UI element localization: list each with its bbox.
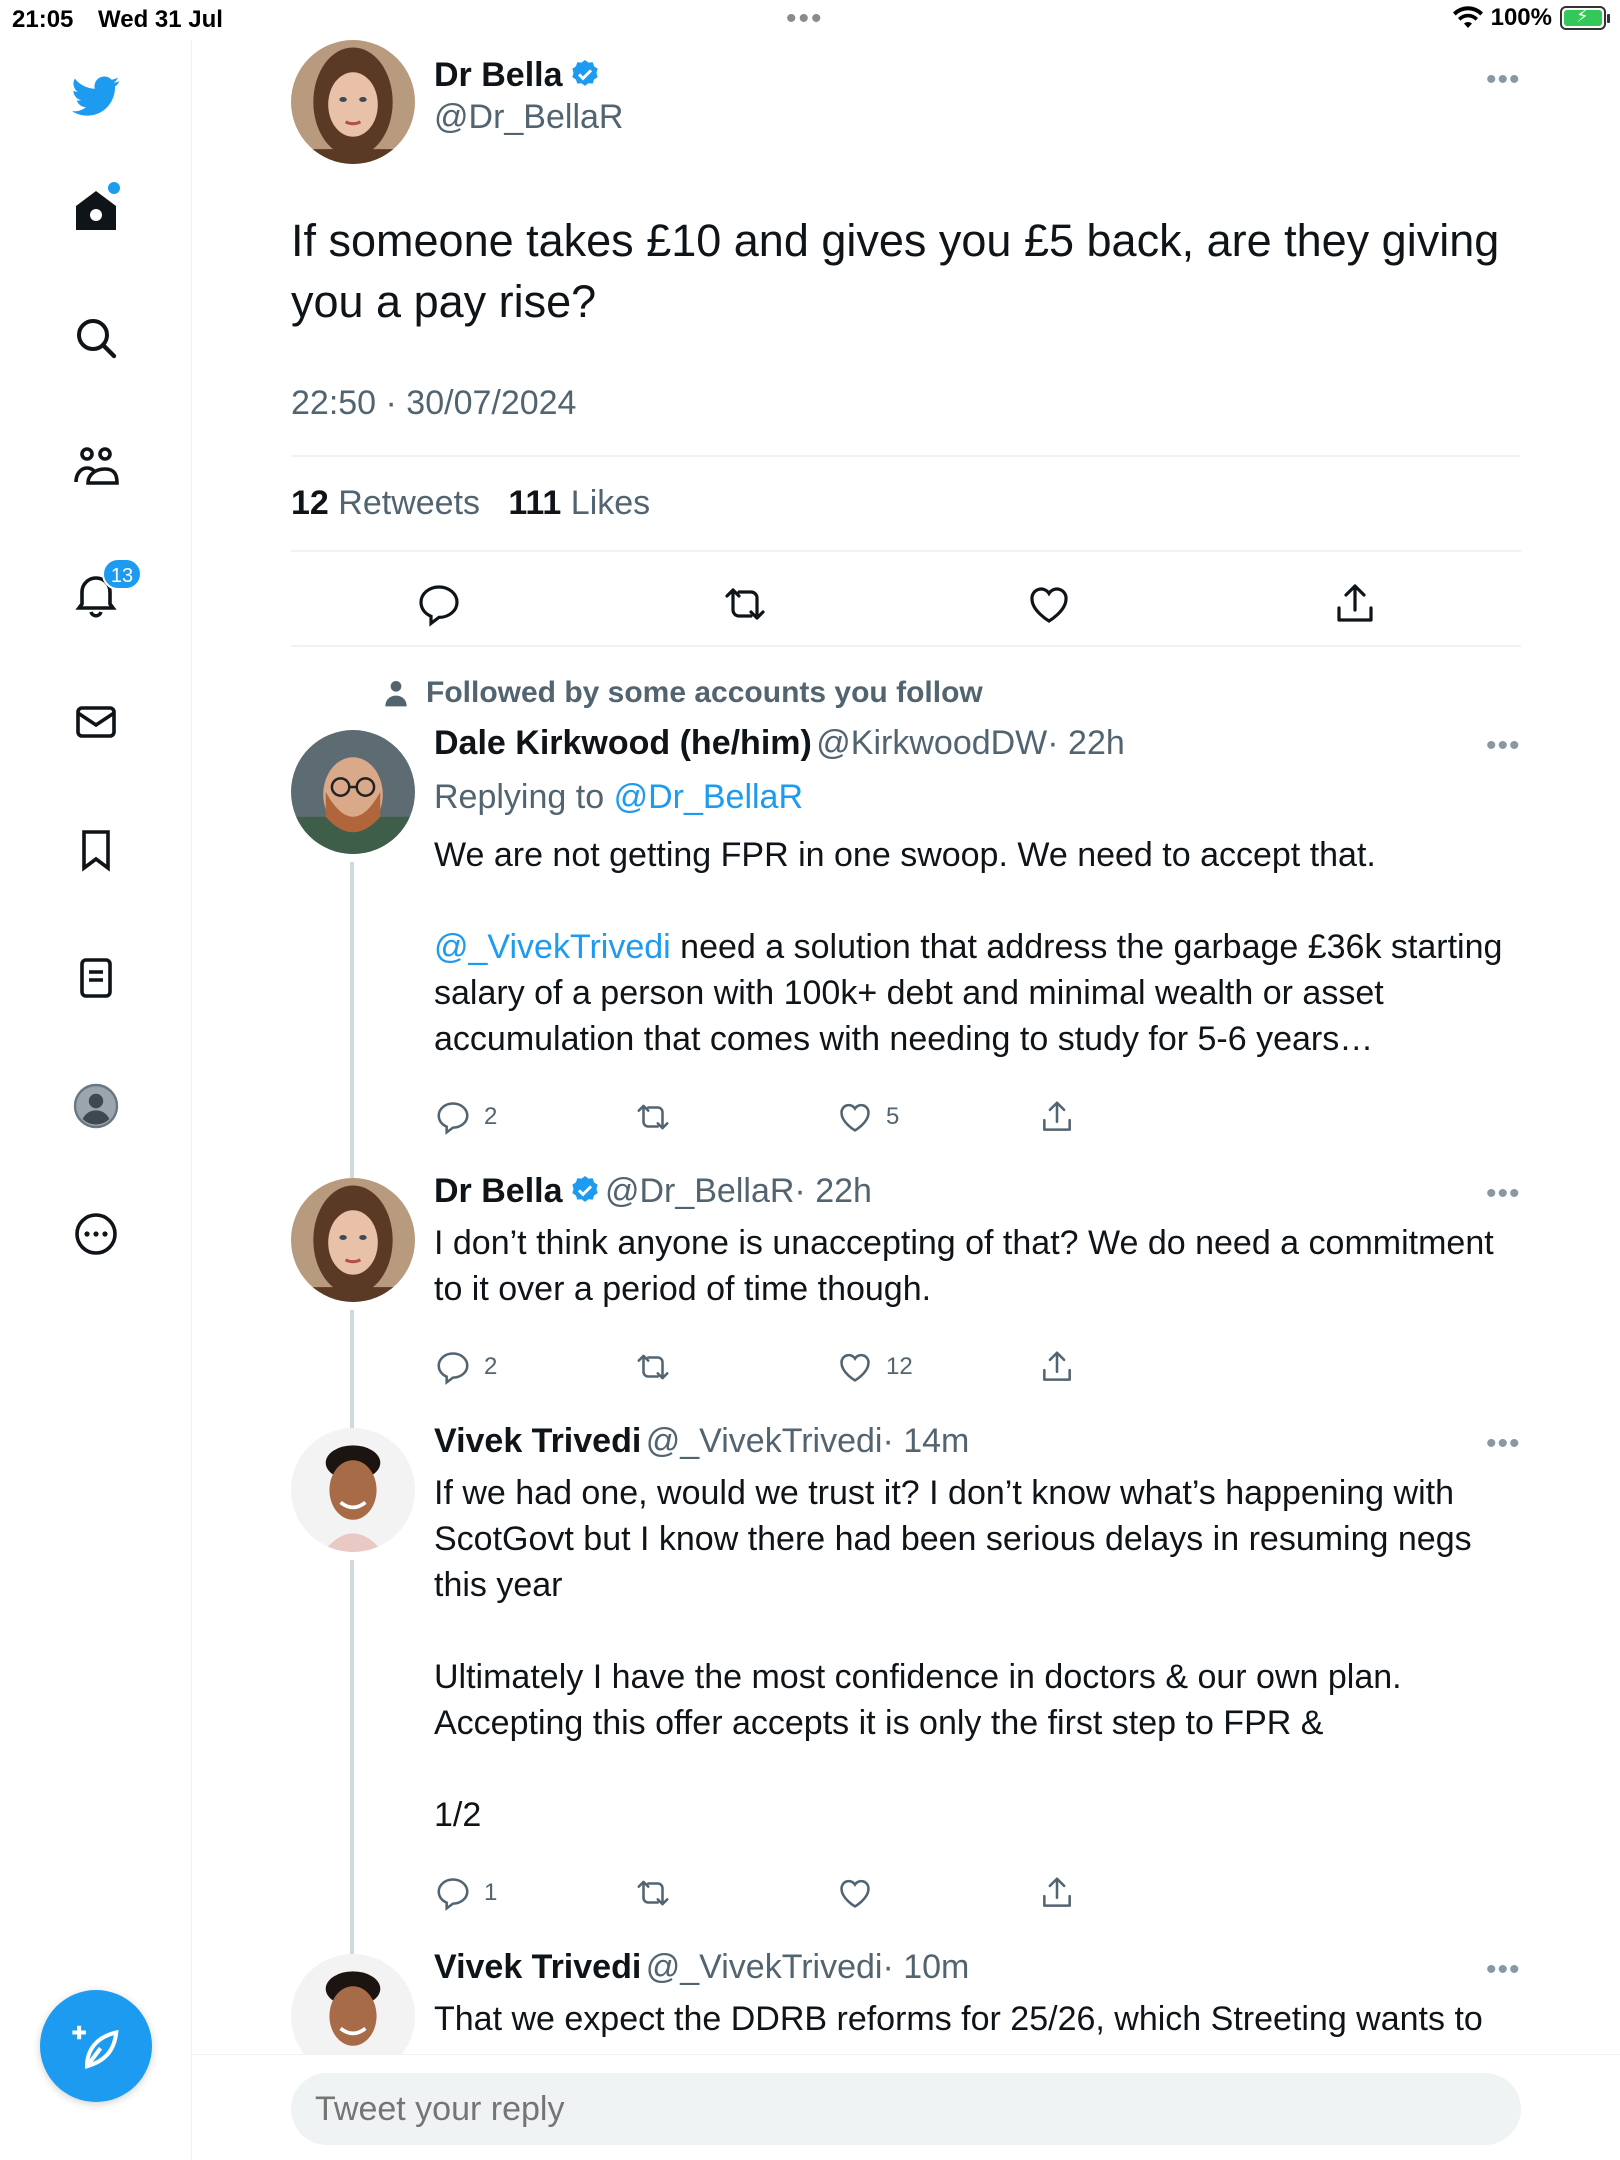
profile-avatar-icon[interactable] (64, 1074, 128, 1138)
reply-icon (434, 1098, 472, 1136)
like-count: 5 (886, 1103, 900, 1130)
reply-header (434, 1948, 969, 1987)
reply-actions (434, 1874, 1134, 1914)
avatar-bella-image (291, 40, 415, 164)
replying-to (434, 774, 1524, 820)
author-handle[interactable]: @KirkwoodDW (816, 724, 1048, 762)
author-name[interactable]: Vivek Trivedi (434, 1948, 642, 1986)
replying-to-handle[interactable]: @Dr_BellaR (613, 778, 804, 816)
more-options-icon[interactable]: ••• (1486, 729, 1521, 762)
social-context-label: Followed by some accounts you follow (426, 676, 983, 709)
avatar[interactable] (291, 1178, 415, 1302)
share-button[interactable] (1038, 1348, 1076, 1386)
like-heart-icon (836, 1348, 874, 1386)
share-icon (1038, 1098, 1076, 1136)
avatar-vivek-image (291, 1428, 415, 1552)
reply-count: 2 (484, 1353, 498, 1380)
reply-header (434, 1422, 969, 1461)
communities-icon[interactable] (64, 434, 128, 498)
battery-icon: ⚡ (1560, 6, 1606, 30)
search-icon[interactable] (64, 306, 128, 370)
compose-tweet-button[interactable] (40, 1990, 152, 2102)
retweet-icon (634, 1348, 672, 1386)
reply-icon (434, 1348, 472, 1386)
reply-text: If we had one, would we trust it? I don’t know what’s happening with ScotGovt but I know there had been serious delays in resuming negs this year (434, 1474, 1472, 1604)
reply-text: That we expect the DDRB reforms for 25/26, which Streeting wants to (434, 2000, 1483, 2038)
reply-count: 2 (484, 1103, 498, 1130)
reply-text (434, 924, 1524, 1062)
reply-count: 1 (484, 1879, 498, 1906)
status-right (1453, 4, 1606, 32)
reply-button[interactable] (434, 1874, 497, 1912)
author-handle[interactable]: @Dr_BellaR (434, 98, 624, 136)
avatar[interactable] (291, 1428, 415, 1552)
author-handle[interactable]: @Dr_BellaR (604, 1172, 795, 1210)
retweet-button[interactable] (634, 1874, 684, 1912)
battery-percent: 100% (1490, 4, 1552, 31)
reply-text: 1/2 (434, 1796, 482, 1834)
retweet-icon[interactable] (721, 580, 769, 628)
notifications-badge: 13 (102, 558, 142, 590)
lists-icon[interactable] (64, 946, 128, 1010)
bookmark-icon[interactable] (64, 818, 128, 882)
more-options-icon[interactable]: ••• (1486, 1953, 1521, 1986)
reply-time[interactable]: · 22h (1047, 724, 1125, 762)
more-options-icon[interactable]: ••• (1486, 63, 1521, 96)
multitasking-dots-icon[interactable]: ••• (786, 2, 824, 35)
divider (291, 550, 1521, 552)
notifications-bell-icon[interactable] (64, 562, 134, 626)
messages-envelope-icon[interactable] (64, 690, 128, 754)
avatar[interactable] (291, 730, 415, 854)
reply-composer-bar (192, 2054, 1620, 2160)
author-name[interactable]: Dr Bella (434, 1172, 563, 1210)
like-heart-icon (836, 1874, 874, 1912)
retweet-icon (634, 1098, 672, 1136)
author-handle[interactable]: @_VivekTrivedi (645, 1948, 883, 1986)
reply-icon (434, 1874, 472, 1912)
reply-text-continued: need a solution that address the garbage £36k starting salary of a person with 100k+ debt and minimal wealth or asset accumulation that comes with needing to study for 5-6 years… (434, 928, 1503, 1058)
tweet-stats (291, 484, 650, 523)
share-button[interactable] (1038, 1874, 1076, 1912)
like-button[interactable] (836, 1098, 899, 1136)
sidebar (0, 40, 192, 2160)
main-tweet-actions (291, 580, 1521, 640)
author-handle[interactable]: @_VivekTrivedi (645, 1422, 883, 1460)
home-unread-dot (108, 182, 120, 194)
person-icon (380, 677, 412, 709)
main-column (192, 40, 1620, 2160)
home-icon[interactable] (64, 178, 128, 242)
share-icon[interactable] (1331, 580, 1379, 628)
compose-feather-icon (69, 2019, 123, 2073)
wifi-icon (1453, 6, 1483, 30)
reply-header (434, 1172, 872, 1211)
avatar[interactable] (291, 40, 415, 164)
share-icon (1038, 1348, 1076, 1386)
author-name[interactable]: Vivek Trivedi (434, 1422, 642, 1460)
reply-icon[interactable] (415, 580, 463, 628)
likes-count[interactable]: 111 (508, 484, 562, 522)
reply-time[interactable]: · 10m (882, 1948, 970, 1986)
more-options-icon[interactable]: ••• (1486, 1177, 1521, 1210)
reply-header (434, 724, 1125, 763)
tweet-author-name[interactable] (434, 56, 601, 95)
reply-button[interactable] (434, 1098, 497, 1136)
avatar-bella-image (291, 1178, 415, 1302)
author-name[interactable]: Dr Bella (434, 56, 563, 94)
retweets-label[interactable]: Retweets (338, 484, 481, 522)
verified-badge-icon (569, 1174, 601, 1206)
more-options-icon[interactable]: ••• (1486, 1427, 1521, 1460)
reply-actions (434, 1348, 1134, 1388)
replying-to-label: Replying to (434, 778, 605, 816)
share-button[interactable] (1038, 1098, 1076, 1136)
like-heart-icon[interactable] (1025, 580, 1073, 628)
status-time: 21:05 (12, 6, 74, 33)
reply-time[interactable]: · 22h (794, 1172, 872, 1210)
likes-label[interactable]: Likes (570, 484, 651, 522)
reply-text: Ultimately I have the most confidence in doctors & our own plan. Accepting this offer accepts it is only the first step to FPR & (434, 1658, 1402, 1742)
reply-input[interactable] (291, 2073, 1521, 2145)
author-name[interactable]: Dale Kirkwood (he/him) (434, 724, 812, 762)
share-icon (1038, 1874, 1076, 1912)
like-button[interactable] (836, 1348, 913, 1386)
reply-actions (434, 1098, 1134, 1138)
like-heart-icon (836, 1098, 874, 1136)
mention-link[interactable]: @_VivekTrivedi (434, 928, 671, 966)
reply-button[interactable] (434, 1348, 497, 1386)
like-count: 12 (886, 1353, 913, 1380)
retweet-button[interactable] (634, 1348, 684, 1386)
divider (291, 645, 1521, 647)
verified-badge-icon (569, 58, 601, 90)
status-date: Wed 31 Jul (98, 6, 223, 33)
like-button[interactable] (836, 1874, 886, 1912)
more-circle-icon[interactable] (64, 1202, 128, 1266)
reply-time[interactable]: · 14m (882, 1422, 970, 1460)
status-bar (0, 0, 1620, 40)
retweets-count[interactable]: 12 (291, 484, 329, 522)
avatar-dale-image (291, 730, 415, 854)
twitter-bird-icon[interactable] (64, 64, 128, 128)
reply-text: I don’t think anyone is unaccepting of that? We do need a commitment to it over a period of time though. (434, 1224, 1494, 1308)
thread-line (350, 862, 354, 1207)
reply-text: We are not getting FPR in one swoop. We need to accept that. (434, 836, 1376, 874)
divider (291, 455, 1521, 457)
tweet-timestamp[interactable]: 22:50 · 30/07/2024 (291, 384, 577, 422)
thread-line (350, 1560, 354, 1988)
tweet-text: If someone takes £10 and gives you £5 back, are they giving you a pay rise? (291, 215, 1500, 327)
retweet-icon (634, 1874, 672, 1912)
social-context (380, 676, 983, 710)
retweet-button[interactable] (634, 1098, 684, 1136)
